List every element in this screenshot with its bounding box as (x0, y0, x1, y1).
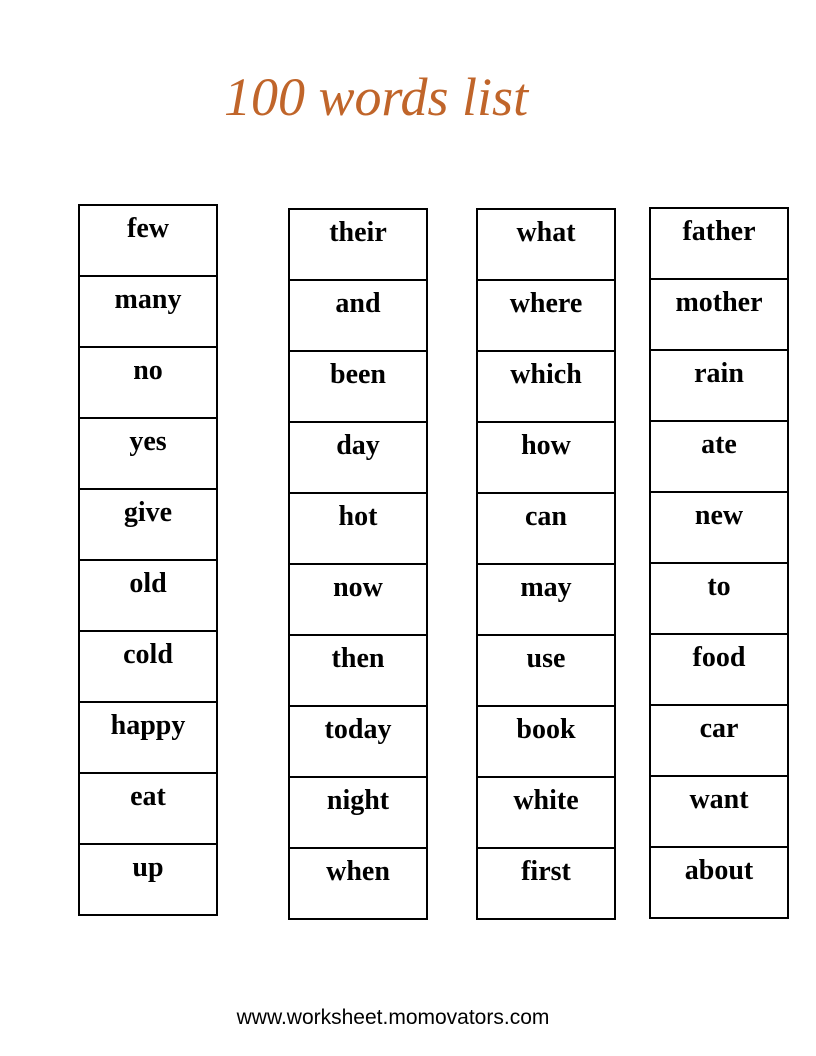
word-cell (651, 564, 787, 635)
word-text: book (516, 714, 576, 745)
word-text: want (689, 784, 749, 815)
word-cell (478, 636, 614, 707)
word-text: about (684, 855, 754, 886)
word-cell (290, 494, 426, 565)
word-column-4 (649, 207, 789, 919)
word-cell (80, 845, 216, 916)
word-text: many (114, 284, 182, 315)
word-cell (80, 419, 216, 490)
page-title: 100 words list (224, 67, 529, 127)
word-cell (651, 280, 787, 351)
word-text: their (329, 217, 387, 248)
word-text: rain (694, 358, 744, 389)
word-text: eat (130, 781, 166, 812)
word-cell (80, 703, 216, 774)
word-text: father (682, 216, 756, 247)
word-text: mother (675, 287, 763, 318)
word-column-3 (476, 208, 616, 920)
word-cell (651, 635, 787, 706)
word-cell (478, 423, 614, 494)
word-text: been (330, 359, 386, 390)
word-text: up (132, 852, 164, 883)
word-text: use (526, 643, 566, 674)
word-text: can (525, 501, 567, 532)
word-cell (651, 706, 787, 777)
word-text: white (513, 785, 579, 816)
word-cell (478, 210, 614, 281)
word-cell (80, 206, 216, 277)
word-text: day (336, 430, 380, 461)
word-cell (290, 849, 426, 920)
word-text: night (326, 785, 390, 816)
word-cell (290, 778, 426, 849)
word-text: to (707, 571, 731, 602)
footer-website: www.worksheet.momovators.com (236, 1006, 550, 1029)
word-cell (290, 636, 426, 707)
word-text: when (326, 856, 390, 887)
word-text: happy (110, 710, 186, 741)
word-cell (651, 351, 787, 422)
word-cell (478, 494, 614, 565)
word-text: cold (123, 639, 173, 670)
word-cell (651, 209, 787, 280)
word-text: old (129, 568, 167, 599)
word-text: give (123, 497, 173, 528)
word-cell (651, 777, 787, 848)
word-text: new (694, 500, 744, 531)
word-text: and (335, 288, 381, 319)
word-text: which (510, 359, 582, 390)
word-cell (478, 849, 614, 920)
word-cell (80, 348, 216, 419)
word-cell (651, 848, 787, 919)
word-text: today (324, 714, 392, 745)
word-column-1 (78, 204, 218, 916)
word-text: hot (338, 501, 378, 532)
word-cell (290, 352, 426, 423)
word-cell (80, 632, 216, 703)
word-column-2 (288, 208, 428, 920)
word-cell (290, 210, 426, 281)
word-cell (80, 490, 216, 561)
word-text: ate (701, 429, 737, 460)
word-cell (478, 352, 614, 423)
word-text: no (133, 355, 163, 386)
word-text: yes (129, 426, 167, 457)
word-cell (80, 277, 216, 348)
word-cell (651, 422, 787, 493)
word-text: car (699, 713, 739, 744)
word-text: how (521, 430, 571, 461)
word-text: food (692, 642, 746, 673)
word-text: then (331, 643, 385, 674)
word-cell (478, 565, 614, 636)
word-text: few (127, 213, 169, 244)
word-text: now (333, 572, 383, 603)
word-cell (290, 707, 426, 778)
word-cell (80, 774, 216, 845)
word-cell (290, 281, 426, 352)
word-cell (478, 778, 614, 849)
word-cell (478, 281, 614, 352)
word-cell (80, 561, 216, 632)
word-cell (651, 493, 787, 564)
word-text: may (520, 572, 572, 603)
word-text: where (509, 288, 583, 319)
word-text: first (521, 856, 571, 887)
word-cell (290, 423, 426, 494)
word-cell (290, 565, 426, 636)
word-text: what (516, 217, 576, 248)
word-cell (478, 707, 614, 778)
